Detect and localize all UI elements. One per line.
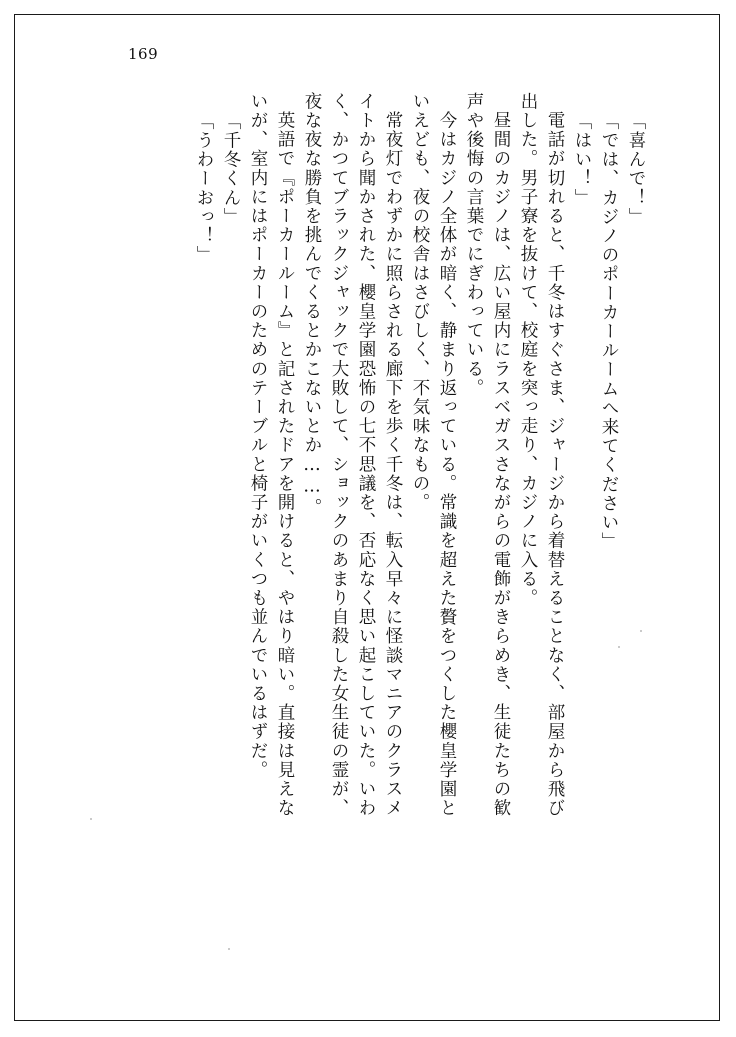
text-column: いえども、夜の校舎はさびしく、不気味なもの。 bbox=[410, 92, 430, 513]
text-column: 「喜んで！」 bbox=[626, 112, 646, 227]
text-column: 声や後悔の言葉でにぎわっている。 bbox=[464, 92, 484, 398]
text-column: 「千冬くん」 bbox=[221, 112, 241, 227]
page-number: 169 bbox=[128, 45, 159, 63]
text-column: 「はい！」 bbox=[572, 112, 592, 208]
text-column: 昼間のカジノは、広い屋内にラスベガスさながらの電飾がきらめき、生徒たちの歓 bbox=[491, 92, 511, 818]
vertical-text-body bbox=[96, 92, 644, 912]
scan-speckle bbox=[618, 646, 620, 648]
text-column: 出した。男子寮を抜けて、校庭を突っ走り、カジノに入る。 bbox=[518, 92, 538, 608]
text-column: 英語で『ポーカールーム』と記されたドアを開けると、やはり暗い。直接は見えな bbox=[275, 92, 295, 818]
text-column: 「うわーおっ！」 bbox=[194, 112, 214, 265]
text-column: イトから聞かされた、櫻皇学園恐怖の七不思議を、否応なく思い起こしていた。いわ bbox=[356, 92, 376, 818]
text-column: く、かつてブラックジャックで大敗して、ショックのあまり自殺した女生徒の霊が、 bbox=[329, 92, 349, 818]
scan-speckle bbox=[228, 948, 230, 950]
text-column: 夜な夜な勝負を挑んでくるとかこないとか……。 bbox=[302, 92, 322, 518]
scan-speckle bbox=[640, 630, 642, 632]
text-column: 常夜灯でわずかに照らされる廊下を歩く千冬は、転入早々に怪談マニアのクラスメ bbox=[383, 92, 403, 818]
text-column: 電話が切れると、千冬はすぐさま、ジャージから着替えることなく、部屋から飛び bbox=[545, 92, 565, 818]
text-column: 「では、カジノのポーカールームへ来てください」 bbox=[599, 112, 619, 552]
scan-speckle bbox=[90, 818, 92, 820]
text-column: いが、室内にはポーカーのためのテーブルと椅子がいくつも並んでいるはずだ。 bbox=[248, 92, 268, 780]
text-column: 今はカジノ全体が暗く、静まり返っている。常識を超えた贅をつくした櫻皇学園と bbox=[437, 92, 457, 818]
